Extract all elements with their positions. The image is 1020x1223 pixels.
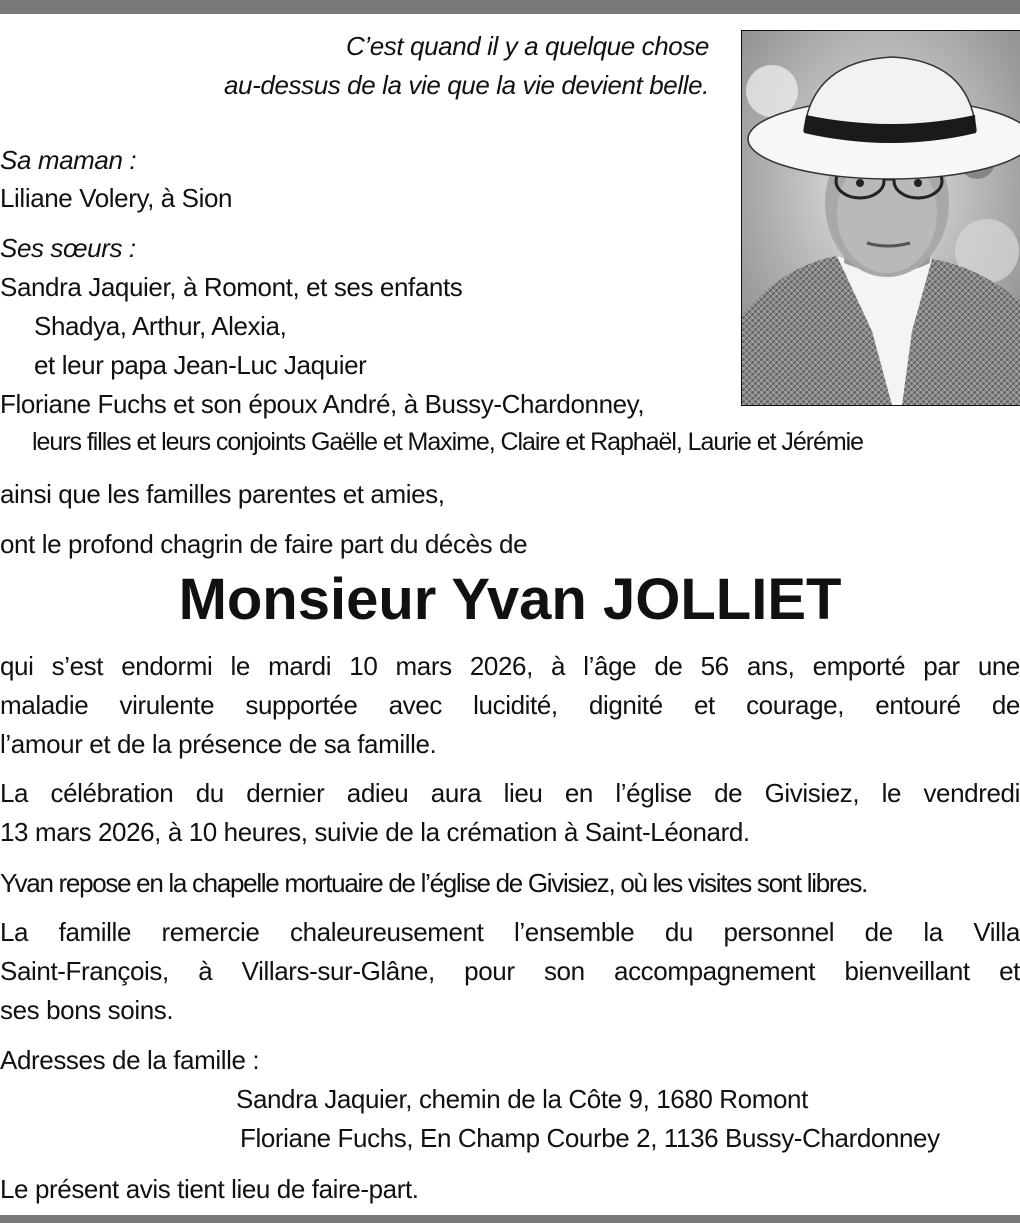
addresses-heading: Adresses de la famille : — [0, 1045, 260, 1075]
bottom-border — [0, 1215, 1020, 1223]
top-border — [0, 0, 1020, 14]
address-2: Floriane Fuchs, En Champ Courbe 2, 1136 Bussy-Chardonney — [240, 1123, 940, 1153]
sisters-heading: Ses sœurs : — [0, 233, 136, 263]
quote-line-1: C’est quand il y a quelque chose — [345, 31, 709, 61]
mother-heading: Sa maman : — [0, 145, 137, 175]
sister-1-father: et leur papa Jean-Luc Jaquier — [34, 350, 367, 380]
death-line-1: qui s’est endormi le mardi 10 mars 2026, à l’âge de 56 ans, emporté par une — [0, 651, 1020, 681]
quote-line-2: au-dessus de la vie que la vie devient belle. — [224, 70, 709, 100]
rest-line: Yvan repose en la chapelle mortuaire de l’église de Givisiez, où les visites sont libres. — [0, 868, 868, 898]
thanks-line-3: ses bons soins. — [0, 995, 174, 1025]
sister-2: Floriane Fuchs et son époux André, à Bussy-Chardonney, — [0, 389, 645, 419]
closing-line: Le présent avis tient lieu de faire-part. — [0, 1174, 419, 1204]
deceased-name: Monsieur Yvan JOLLIET — [178, 567, 842, 632]
sister-2-daughters: leurs filles et leurs conjoints Gaëlle et Maxime, Claire et Raphaël, Laurie et Jérémie — [32, 428, 863, 456]
relatives-line: ainsi que les familles parentes et amies, — [0, 479, 445, 509]
death-line-2: maladie virulente supportée avec lucidité, dignité et courage, entouré de — [0, 690, 1020, 720]
thanks-line-1: La famille remercie chaleureusement l’ensemble du personnel de la Villa — [0, 917, 1020, 947]
death-line-3: l’amour et de la présence de sa famille. — [0, 729, 437, 759]
sister-1-children: Shadya, Arthur, Alexia, — [34, 311, 287, 341]
ceremony-line-2: 13 mars 2026, à 10 heures, suivie de la crémation à Saint-Léonard. — [0, 817, 750, 847]
announcement-line: ont le profond chagrin de faire part du décès de — [0, 529, 528, 559]
portrait-photo — [741, 30, 1020, 406]
mother-name: Liliane Volery, à Sion — [0, 183, 233, 213]
address-1: Sandra Jaquier, chemin de la Côte 9, 1680 Romont — [236, 1084, 808, 1114]
thanks-line-2: Saint-François, à Villars-sur-Glâne, pour son accompagnement bienveillant et — [0, 956, 1020, 986]
ceremony-line-1: La célébration du dernier adieu aura lieu en l’église de Givisiez, le vendredi — [0, 778, 1020, 808]
sister-1: Sandra Jaquier, à Romont, et ses enfants — [0, 272, 463, 302]
